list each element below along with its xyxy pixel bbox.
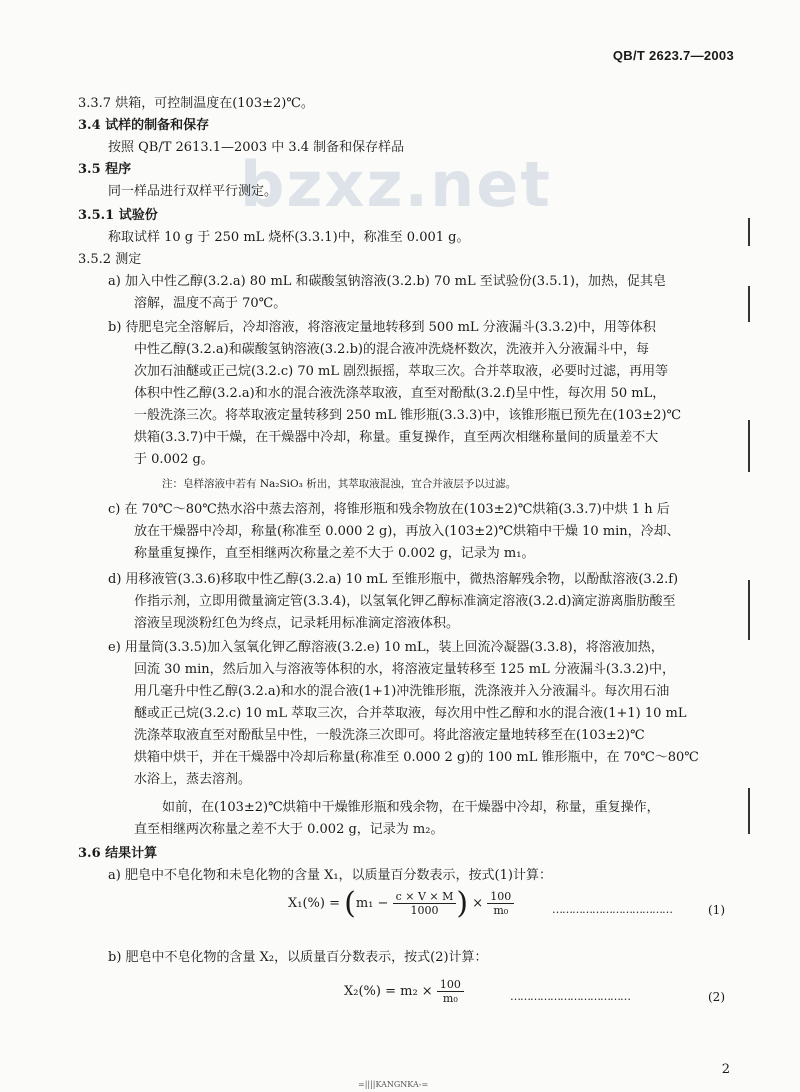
note-text: 注：皂样溶液中若有 Na₂SiO₃ 析出，其萃取液混浊，宜合并液层予以过滤。 bbox=[162, 478, 517, 490]
formula-1-numerator-2: 100 bbox=[487, 890, 514, 904]
formula-1-denominator-2: m₀ bbox=[493, 904, 509, 917]
section-3-6-heading: 3.6 结果计算 bbox=[78, 846, 158, 861]
step-e-line-7: 水浴上，蒸去溶剂。 bbox=[134, 772, 252, 787]
footer-mark: =||||KANGNKA-= bbox=[358, 1080, 429, 1089]
formula-2-numerator: 100 bbox=[437, 978, 464, 992]
step-e-line-4: 醚或正己烷(3.2.c) 10 mL 萃取三次，合并萃取液，每次用中性乙醇和水的混合液(1+1) 10 mL bbox=[134, 706, 687, 721]
step-e-line-5: 洗涤萃取液直至对酚酞呈中性，一般洗涤三次即可。将此溶液定量地转移至在(103±2)℃ bbox=[134, 728, 645, 743]
step-b-line-3: 次加石油醚或正己烷(3.2.c) 70 mL 剧烈振摇，萃取三次。合并萃取液，必要时过滤，再用等 bbox=[134, 364, 669, 379]
step-c-line-2: 放在干燥器中冷却，称量(称准至 0.000 2 g)，再放入(103±2)℃烘箱中干燥 10 min，冷却、 bbox=[134, 524, 680, 539]
formula-1-times: × bbox=[472, 896, 484, 911]
formula-1-denominator: 1000 bbox=[410, 904, 439, 917]
step-c-line-3: 称量重复操作，直至相继两次称量之差不大于 0.002 g，记录为 m₁。 bbox=[134, 546, 535, 561]
step-d-line-1: d) 用移液管(3.3.6)移取中性乙醇(3.2.a) 10 mL 至锥形瓶中，微热溶解残余物，以酚酞溶液(3.2.f) bbox=[108, 572, 679, 587]
step-c-line-1: c) 在 70℃～80℃热水浴中蒸去溶剂，将锥形瓶和残余物放在(103±2)℃烘箱(3.3.7)中烘 1 h 后 bbox=[108, 502, 670, 517]
step-f-line-1: 如前，在(103±2)℃烘箱中干燥锥形瓶和残余物，在干燥器中冷却，称量，重复操作， bbox=[162, 800, 660, 815]
formula-2-number: (2) bbox=[708, 990, 725, 1004]
formula-2-leader-dots: ……………………………… bbox=[510, 990, 630, 1003]
step-b-line-5: 一般洗涤三次。将萃取液定量转移到 250 mL 锥形瓶(3.3.3)中，该锥形瓶已预先在(103±2)℃ bbox=[134, 408, 682, 423]
formula-1-number: (1) bbox=[708, 903, 725, 917]
section-3-4-heading: 3.4 试样的制备和保存 bbox=[78, 118, 210, 133]
revision-bar-4 bbox=[748, 580, 750, 640]
section-3-4-body: 按照 QB/T 2613.1—2003 中 3.4 制备和保存样品 bbox=[108, 140, 405, 155]
result-a-text: a) 肥皂中不皂化物和未皂化物的含量 X₁，以质量百分数表示，按式(1)计算： bbox=[108, 868, 552, 883]
step-e-line-3: 用几毫升中性乙醇(3.2.a)和水的混合液(1+1)冲洗锥形瓶，洗涤液并入分液漏斗。每次用石油 bbox=[134, 684, 670, 699]
revision-bar-5 bbox=[748, 788, 750, 834]
step-f-line-2: 直至相继两次称量之差不大于 0.002 g，记录为 m₂。 bbox=[134, 822, 444, 837]
formula-1-numerator: c × V × M bbox=[393, 890, 457, 904]
revision-bar-2 bbox=[748, 286, 750, 322]
section-3-3-7: 3.3.7 烘箱，可控制温度在(103±2)℃。 bbox=[78, 96, 314, 111]
revision-bar-3 bbox=[748, 420, 750, 472]
step-a-line-2: 溶解，温度不高于 70℃。 bbox=[134, 296, 287, 311]
formula-1-m1: m₁ − bbox=[355, 896, 389, 911]
formula-1: X₁(%) = (m₁ − $\frac{c \times V \times M}{1000}$ ) × $\frac{100}{\text{m₀}}$ bbox=[288, 886, 514, 921]
step-b-line-6: 烘箱(3.3.7)中干燥，在干燥器中冷却，称量。重复操作，直至两次相继称量间的质量差不大 bbox=[134, 430, 659, 445]
step-b-line-7: 于 0.002 g。 bbox=[134, 452, 214, 467]
formula-2-lhs: X₂(%) = m₂ × bbox=[344, 984, 433, 999]
formula-2-denominator: m₀ bbox=[442, 992, 458, 1005]
revision-bar-1 bbox=[748, 218, 750, 246]
section-3-5-2-heading: 3.5.2 测定 bbox=[78, 252, 142, 267]
formula-1-fraction bbox=[393, 890, 457, 917]
step-e-line-1: e) 用量筒(3.3.5)加入氢氧化钾乙醇溶液(3.2.e) 10 mL，装上回流冷凝器(3.3.8)，将溶液加热， bbox=[108, 640, 664, 655]
step-d-line-2: 作指示剂，立即用微量滴定管(3.3.4)，以氢氧化钾乙醇标准滴定溶液(3.2.d)滴定游离脂肪酸至 bbox=[134, 594, 676, 609]
formula-1-fraction-2 bbox=[487, 890, 514, 917]
section-3-5-heading: 3.5 程序 bbox=[78, 162, 132, 177]
formula-2 bbox=[344, 978, 464, 1005]
step-e-line-2: 回流 30 min，然后加入与溶液等体积的水，将溶液定量转移至 125 mL 分液漏斗(3.3.2)中， bbox=[134, 662, 676, 677]
formula-1-lhs: X₁(%) = bbox=[288, 896, 340, 911]
section-3-5-body: 同一样品进行双样平行测定。 bbox=[108, 184, 278, 199]
step-e-line-6: 烘箱中烘干，并在干燥器中冷却后称量(称准至 0.000 2 g)的 100 mL 锥形瓶中，在 70℃～80℃ bbox=[134, 750, 699, 765]
step-d-line-3: 溶液呈现淡粉红色为终点，记录耗用标准滴定溶液体积。 bbox=[134, 616, 460, 631]
formula-2-fraction bbox=[437, 978, 464, 1005]
result-b-text: b) 肥皂中不皂化物的含量 X₂，以质量百分数表示，按式(2)计算： bbox=[108, 950, 488, 965]
standard-code: QB/T 2623.7—2003 bbox=[612, 48, 734, 63]
step-b-line-4: 体积中性乙醇(3.2.a)和水的混合液洗涤萃取液，直至对酚酞(3.2.f)呈中性，每次用 50 mL， bbox=[134, 386, 666, 401]
section-3-5-1-heading: 3.5.1 试验份 bbox=[78, 208, 158, 223]
page-number: 2 bbox=[721, 1062, 730, 1077]
watermark: bzxz.net bbox=[240, 148, 552, 221]
step-b-line-2: 中性乙醇(3.2.a)和碳酸氢钠溶液(3.2.b)的混合液冲洗烧杯数次，洗液并入分液漏斗中，每 bbox=[134, 342, 649, 357]
step-b-line-1: b) 待肥皂完全溶解后，冷却溶液，将溶液定量地转移到 500 mL 分液漏斗(3.3.2)中，用等体积 bbox=[108, 320, 656, 335]
formula-1-leader-dots: ……………………………… bbox=[552, 903, 672, 916]
section-3-5-1-body: 称取试样 10 g 于 250 mL 烧杯(3.3.1)中，称准至 0.001 g。 bbox=[108, 230, 470, 245]
step-a-line-1: a) 加入中性乙醇(3.2.a) 80 mL 和碳酸氢钠溶液(3.2.b) 70 mL 至试验份(3.5.1)，加热，促其皂 bbox=[108, 274, 666, 289]
